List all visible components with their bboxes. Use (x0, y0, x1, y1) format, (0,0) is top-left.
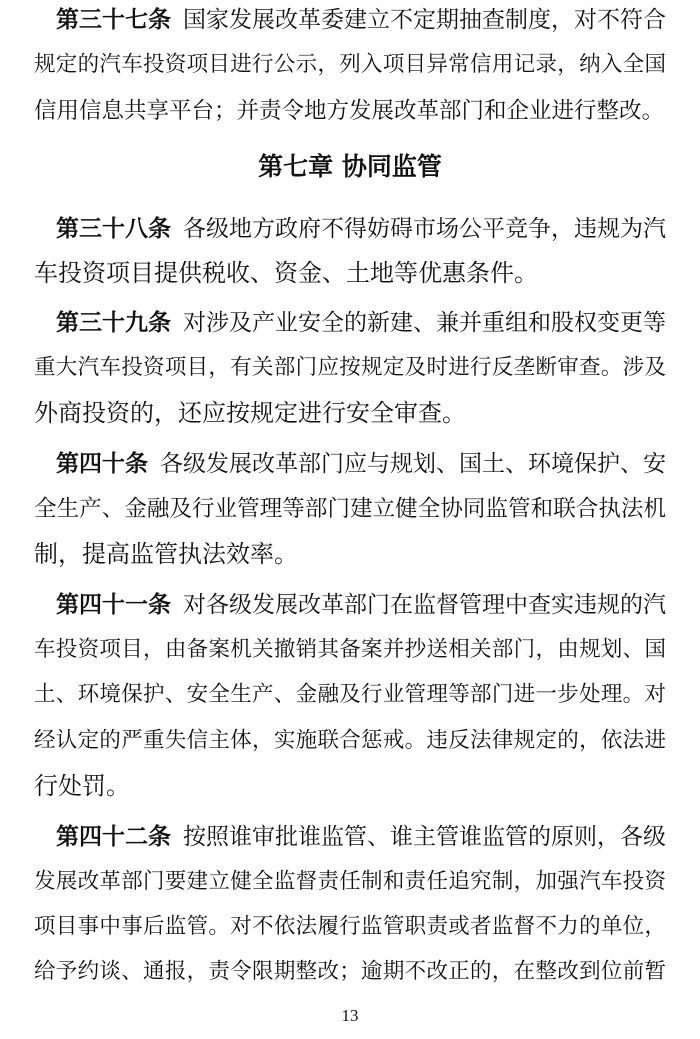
article-38-line-1: 第三十八条 各级地方政府不得妨碍市场公平竞争，违规为汽 (56, 216, 666, 242)
article-number: 第四十二条 (56, 824, 171, 850)
article-41-line-1: 第四十一条 对各级发展改革部门在监督管理中查实违规的汽 (56, 592, 666, 618)
article-39-line-2: 重大汽车投资项目，有关部门应按规定及时进行反垄断审查。涉及 (34, 355, 666, 380)
article-number: 第四十一条 (56, 592, 171, 618)
article-42-line-1: 第四十二条 按照谁审批谁监管、谁主管谁监管的原则，各级 (56, 824, 666, 850)
article-41-line-4: 经认定的严重失信主体，实施联合惩戒。违反法律规定的，依法进 (34, 728, 666, 753)
article-40-line-1: 第四十条 各级发展改革部门应与规划、国土、环境保护、安 (56, 451, 666, 477)
chapter-title: 第七章 协同监管 (258, 152, 442, 181)
article-40-line-3: 制，提高监管执法效率。 (34, 540, 298, 568)
article-number: 第三十九条 (56, 310, 171, 336)
article-37-line-3: 信用信息共享平台；并责令地方发展改革部门和企业进行整改。 (34, 98, 665, 124)
article-39-line-3: 外商投资的，还应按规定进行安全审查。 (34, 399, 466, 427)
article-42-line-3: 项目事中事后监管。对不依法履行监管职责或者监督不力的单位， (34, 914, 666, 939)
article-40-line-2: 全生产、金融及行业管理等部门建立健全协同监管和联合执法机 (34, 496, 666, 522)
article-42-line-4: 给予约谈、通报，责令限期整改；逾期不改正的，在整改到位前暂 (34, 959, 666, 984)
article-37-line-1: 第三十七条 国家发展改革委建立不定期抽查制度，对不符合 (56, 7, 666, 33)
article-number: 第四十条 (56, 451, 148, 477)
article-41-line-2: 车投资项目，由备案机关撤销其备案并抄送相关部门，由规划、国 (34, 637, 666, 662)
article-39-line-1: 第三十九条 对涉及产业安全的新建、兼并重组和股权变更等 (56, 310, 666, 336)
article-37-line-2: 规定的汽车投资项目进行公示，列入项目异常信用记录，纳入全国 (34, 52, 666, 77)
article-number: 第三十七条 (56, 7, 171, 33)
article-38-line-2: 车投资项目提供税收、资金、土地等优惠条件。 (34, 259, 538, 287)
article-41-line-5: 行处罚。 (34, 772, 130, 800)
article-41-line-3: 土、环境保护、安全生产、金融及行业管理等部门进一步处理。对 (34, 682, 666, 707)
article-number: 第三十八条 (56, 216, 171, 242)
article-42-line-2: 发展改革部门要建立健全监督责任制和责任追究制，加强汽车投资 (34, 869, 666, 894)
page-number: 13 (341, 1006, 359, 1025)
